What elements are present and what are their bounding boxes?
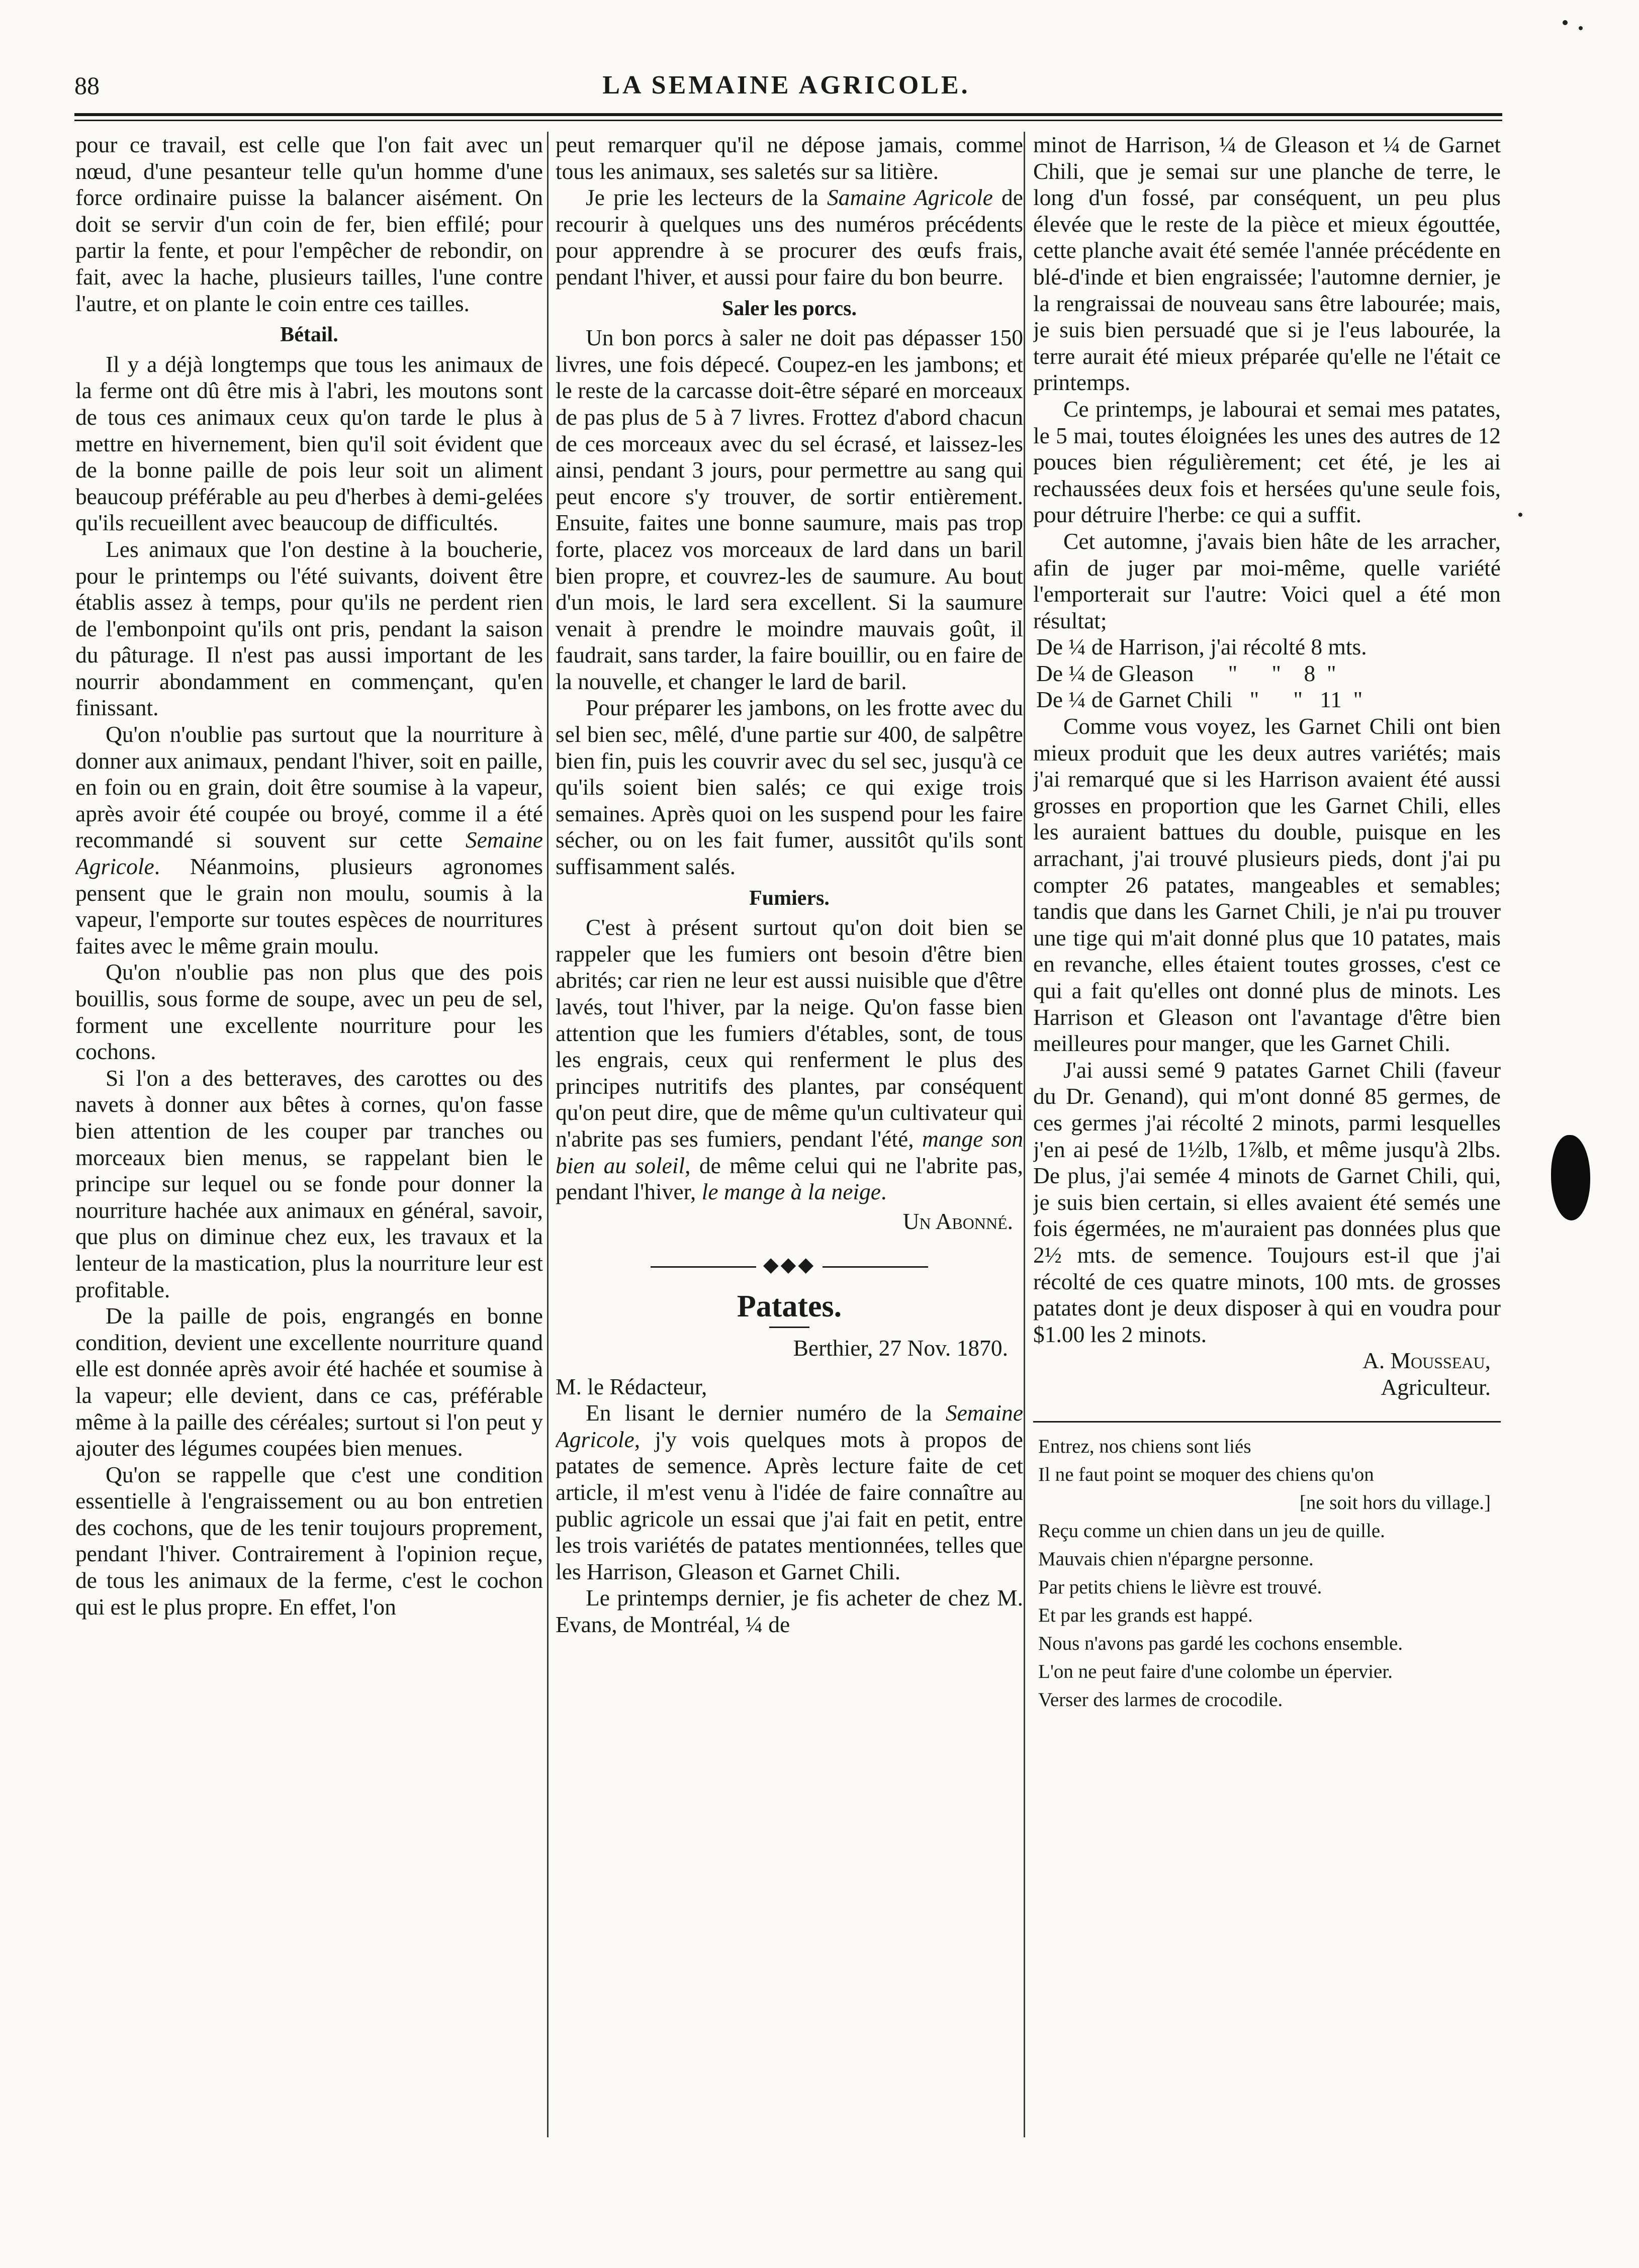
harvest-results xyxy=(1036,634,1501,713)
text-run: de recourir à quelques uns des numéros précédents pour apprendre à se procurer des œufs frais, pendant l'hiver, et aussi pour faire du bon beurre. xyxy=(556,184,1023,290)
result-line: De ¼ de Gleason " " 8 " xyxy=(1036,660,1336,686)
italic-phrase: le mange à la neige xyxy=(701,1179,881,1205)
paragraph: Ce printemps, je labourai et semai mes patates, le 5 mai, toutes éloignées les unes des autres de 12 pouces bien régulièrement; cet été, je les ai rechaussées deux fois et hersées qu'une seule fois, pour détruire l'herbe: ce qui a suffit. xyxy=(1033,396,1501,528)
page-header xyxy=(74,70,1498,111)
signature-un-abonne: Un Abonné. xyxy=(902,1208,1013,1234)
paragraph: Il y a déjà longtemps que tous les animaux de la ferme ont dû être mis à l'abri, les moutons sont de tous ces animaux ceux qu'on tarde le plus à mettre en hivernement, bien qu'il soit évident que de la bonne paille de pois leur soit un aliment beaucoup préférable au peu d'herbes à demi-gelées qu'ils recueillent avec beaucoup de difficultés. xyxy=(75,351,543,536)
paragraph: peut remarquer qu'il ne dépose jamais, comme tous les animaux, ses saletés sur sa litière. xyxy=(556,132,1023,184)
column-3 xyxy=(1033,132,1501,2142)
text-run: . Néanmoins, plusieurs agronomes pensent que le grain non moulu, soumis à la vapeur, l'emporte sur toutes espèces de nourritures faites avec le même grain moulu. xyxy=(75,854,543,959)
paragraph: Un bon porcs à saler ne doit pas dépasser 150 livres, une fois dépecé. Coupez-en les jambons; et le reste de la carcasse doit-être séparé en morceaux de pas plus de 5 à 7 livres. Frottez d'abord chacun de ces morceaux avec du sel écrasé, et laissez-les ainsi, pendant 3 jours, pour permettre au sang qui peut encore s'y trouver, de sortir entièrement. Ensuite, faites une bonne saumure, mais pas trop forte, placez vos morceaux de lard dans un baril bien propre, et couvrez-les de saumure. Au bout d'un mois, le lard sera excellent. Si la saumure venait à prendre le moindre mauvais goût, il faudrait, sans tarder, la faire bouillir, ou en faire de la nouvelle, et changer le lard de baril. xyxy=(556,325,1023,694)
ornamental-divider: ◆◆◆ xyxy=(556,1252,1023,1278)
paragraph: pour ce travail, est celle que l'on fait avec un nœud, d'une pesanteur telle qu'un homme d'une force ordinaire puisse la balancer aisément. On doit se servir d'un coin de fer, bien effilé; pour partir la fente, et pour l'empêcher de rebondir, on fait, avec la hache, plusieurs tailles, l'une contre l'autre, et on plante le coin entre ces tailles. xyxy=(75,132,543,316)
ink-blot xyxy=(1551,1135,1590,1220)
proverb-continuation: [ne soit hors du village.] xyxy=(1299,1491,1491,1514)
paragraph: Le printemps dernier, je fis acheter de chez M. Evans, de Montréal, ¼ de xyxy=(556,1585,1023,1637)
column-divider xyxy=(547,132,549,2137)
proverb: Reçu comme un chien dans un jeu de quille. xyxy=(1038,1520,1385,1542)
column-1 xyxy=(75,132,543,2142)
paragraph: Cet automne, j'avais bien hâte de les arracher, afin de juger par moi-même, quelle variété l'emporterait sur l'autre: Voici quel a été mon résultat; xyxy=(1033,528,1501,633)
paragraph xyxy=(556,184,1023,290)
section-heading-betail: Bétail. xyxy=(280,323,338,347)
place-date: Berthier, 27 Nov. 1870. xyxy=(793,1335,1008,1361)
section-heading-fumiers: Fumiers. xyxy=(749,886,830,910)
ink-speck xyxy=(1563,20,1568,25)
signature-role: Agriculteur. xyxy=(1381,1374,1491,1400)
proverb: Il ne faut point se moquer des chiens qu'on xyxy=(1038,1463,1374,1485)
paragraph: Pour préparer les jambons, on les frotte avec du sel bien sec, mêlé, d'une partie sur 400, de salpêtre bien fin, puis les couvrir avec du sel sec, jusqu'à ce qu'ils soient bien salés; ce qui exige trois semaines. Après quoi on les suspend pour les faire sécher, ou on les fait fumer, aussitôt qu'ils sont suffisamment salés. xyxy=(556,695,1023,880)
signature-name: A. Mousseau, xyxy=(1362,1348,1491,1374)
text-run: Qu'on n'oublie pas surtout que la nourriture à donner aux animaux, pendant l'hiver, soit en paille, en foin ou en grain, doit être soumise à la vapeur, après avoir été coupée ou broyé, comme il a été recommandé si souvent sur cette xyxy=(75,721,543,853)
italic-phrase: mange son bien au soleil xyxy=(556,1125,1023,1178)
ink-speck xyxy=(1579,26,1583,30)
proverb: Nous n'avons pas gardé les cochons ensemble. xyxy=(1038,1632,1403,1654)
text-run: . xyxy=(881,1179,887,1205)
result-line: De ¼ de Garnet Chili " " 11 " xyxy=(1036,687,1363,713)
publication-name: Semaine Agricole xyxy=(556,1400,1023,1452)
proverb: Mauvais chien n'épargne personne. xyxy=(1038,1548,1314,1570)
paragraph: Si l'on a des betteraves, des carottes ou des navets à donner aux bêtes à cornes, qu'on fasse bien attention de les couper par tranches ou morceaux bien menus, se rappelant bien le principe sur lequel ou se fonde pour donner la nourriture hachée aux animaux en général, savoir, que plus on diminue chez eux, les travaux et la lenteur de la mastication, plus la nourriture leur est profitable. xyxy=(75,1065,543,1302)
result-line: De ¼ de Harrison, j'ai récolté 8 mts. xyxy=(1036,634,1367,660)
article-title-patates: Patates. xyxy=(737,1289,842,1324)
salutation: M. le Rédacteur, xyxy=(556,1373,707,1399)
proverb: Verser des larmes de crocodile. xyxy=(1038,1688,1283,1711)
ornament-line xyxy=(823,1266,928,1268)
text-run: En lisant le dernier numéro de la xyxy=(586,1400,946,1426)
text-run: C'est à présent surtout qu'on doit bien se rappeler que les fumiers ont besoin d'être bien abrités; car rien ne leur est aussi nuisible que d'être lavés, tout l'hiver, par la neige. Qu'on fasse bien attention que les fumiers d'étables, sont, de tous les engrais, ceux qui renferment le plus des principes nutritifs des plantes, par conséquent qu'on peut dire, que de même qu'un cultivateur qui n'abrite pas ses fumiers, pendant l'été, xyxy=(556,914,1023,1152)
paragraph: Qu'on n'oublie pas non plus que des pois bouillis, sous forme de soupe, avec un peu de sel, forment une excellente nourriture pour les cochons. xyxy=(75,959,543,1065)
proverb: Entrez, nos chiens sont liés xyxy=(1038,1435,1251,1457)
ornament-line xyxy=(651,1266,756,1268)
text-run: , de même celui qui ne l'abrite pas, pendant l'hiver, xyxy=(556,1152,1023,1205)
paragraph: minot de Harrison, ¼ de Gleason et ¼ de Garnet Chili, que je semai sur une planche de terre, le long d'un fossé, par conséquent, un peu plus élevée que le reste de la pièce et mieux égouttée, cette planche avait été semée l'année précédente en blé-d'inde et bien engraissée; l'automne dernier, je la rengraissai de nouveau sans être labourée; mais, je suis bien persuadé que si je l'eus labourée, la terre aurait été mieux préparée qu'elle ne l'était ce printemps. xyxy=(1033,132,1501,396)
text-run: , j'y vois quelques mots à propos de patates de semence. Après lecture faite de cet article, il m'est venu à l'idée de faire connaître au public agricole un essai que j'ai fait en petit, entre les trois variétés de patates mentionnées, telles que les Harrison, Gleason et Garnet Chili. xyxy=(556,1426,1023,1584)
column-divider xyxy=(1024,132,1025,2137)
paragraph: De la paille de pois, engrangés en bonne condition, devient une excellente nourriture quand elle est donnée après avoir été hachée et soumise à la vapeur; elle devient, dans ce cas, préférable même à la paille des céréales; surtout si l'on peut y ajouter des légumes coupées bien menues. xyxy=(75,1303,543,1461)
title-underline xyxy=(769,1327,809,1328)
paragraph: Qu'on se rappelle que c'est une condition essentielle à l'engraissement ou au bon entretien des cochons, que de les tenir toujours proprement, pendant l'hiver. Contrairement à l'opinion reçue, de tous les animaux de la ferme, c'est le cochon qui est le plus propre. En effet, l'on xyxy=(75,1461,543,1620)
section-heading-saler-les-porcs: Saler les porcs. xyxy=(722,297,857,320)
page-number: 88 xyxy=(74,71,100,100)
text-run: Je prie les lecteurs de la xyxy=(586,184,827,211)
proverb: Par petits chiens le lièvre est trouvé. xyxy=(1038,1576,1322,1598)
header-rule xyxy=(74,113,1502,116)
paragraph xyxy=(556,1400,1023,1585)
paragraph: J'ai aussi semé 9 patates Garnet Chili (faveur du Dr. Genand), qui m'ont donné 85 germes, de ces germes j'ai récolté 2 minots, parmi lesquelles j'en ai pesé de 1½lb, 1⅞lb, et même jusqu'à 2lbs. De plus, j'ai semée 4 minots de Garnet Chili, qui, je suis bien certain, si elles avaient été semés une fois égermées, ne m'auraient pas données plus que 2½ mts. de semence. Toujours est-il que j'ai récolté de ces quatre minots, 100 mts. de grosses patates dont je deux disposer à qui en voudra pour $1.00 les 2 minots. xyxy=(1033,1057,1501,1347)
header-rule-thin xyxy=(74,120,1502,121)
paragraph xyxy=(556,914,1023,1205)
publication-name: Semaine Agricole xyxy=(75,827,543,880)
ink-speck xyxy=(1518,513,1522,517)
paragraph: Comme vous voyez, les Garnet Chili ont bien mieux produit que les deux autres variétés; mais j'ai remarqué que si les Harrison avaient été aussi grosses en proportion que les Garnet Chili, elles les auraient battues du double, puisque en les arrachant, j'ai trouvé plusieurs pieds, dont j'ai pu compter 26 patates, mangeables et semables; tandis que dans les Garnet Chili, je n'ai pu trouver une tige qui m'ait donné plus que 10 patates, mais en revanche, elles étaient toutes grosses, c'est ce qui a fait qu'elles ont donné plus de minots. Les Harrison et Gleason ont l'avantage d'être bien meilleures pour manger, que les Garnet Chili. xyxy=(1033,713,1501,1057)
paragraph xyxy=(75,721,543,959)
section-separator xyxy=(1033,1421,1501,1423)
journal-title: LA SEMAINE AGRICOLE. xyxy=(602,71,970,100)
proverbs-list xyxy=(1033,1433,1501,1714)
publication-name: Samaine Agricole xyxy=(827,184,993,211)
proverb: Et par les grands est happé. xyxy=(1038,1604,1253,1626)
paragraph: Les animaux que l'on destine à la boucherie, pour le printemps ou l'été suivants, doivent être établis assez à temps, pour qu'ils ne perdent rien de l'embonpoint qu'ils ont pris, pendant la saison du pâturage. Il n'est pas aussi important de les nourrir abondamment en commençant, qu'en finissant. xyxy=(75,536,543,721)
column-2 xyxy=(556,132,1023,2142)
proverb: L'on ne peut faire d'une colombe un épervier. xyxy=(1038,1660,1393,1682)
